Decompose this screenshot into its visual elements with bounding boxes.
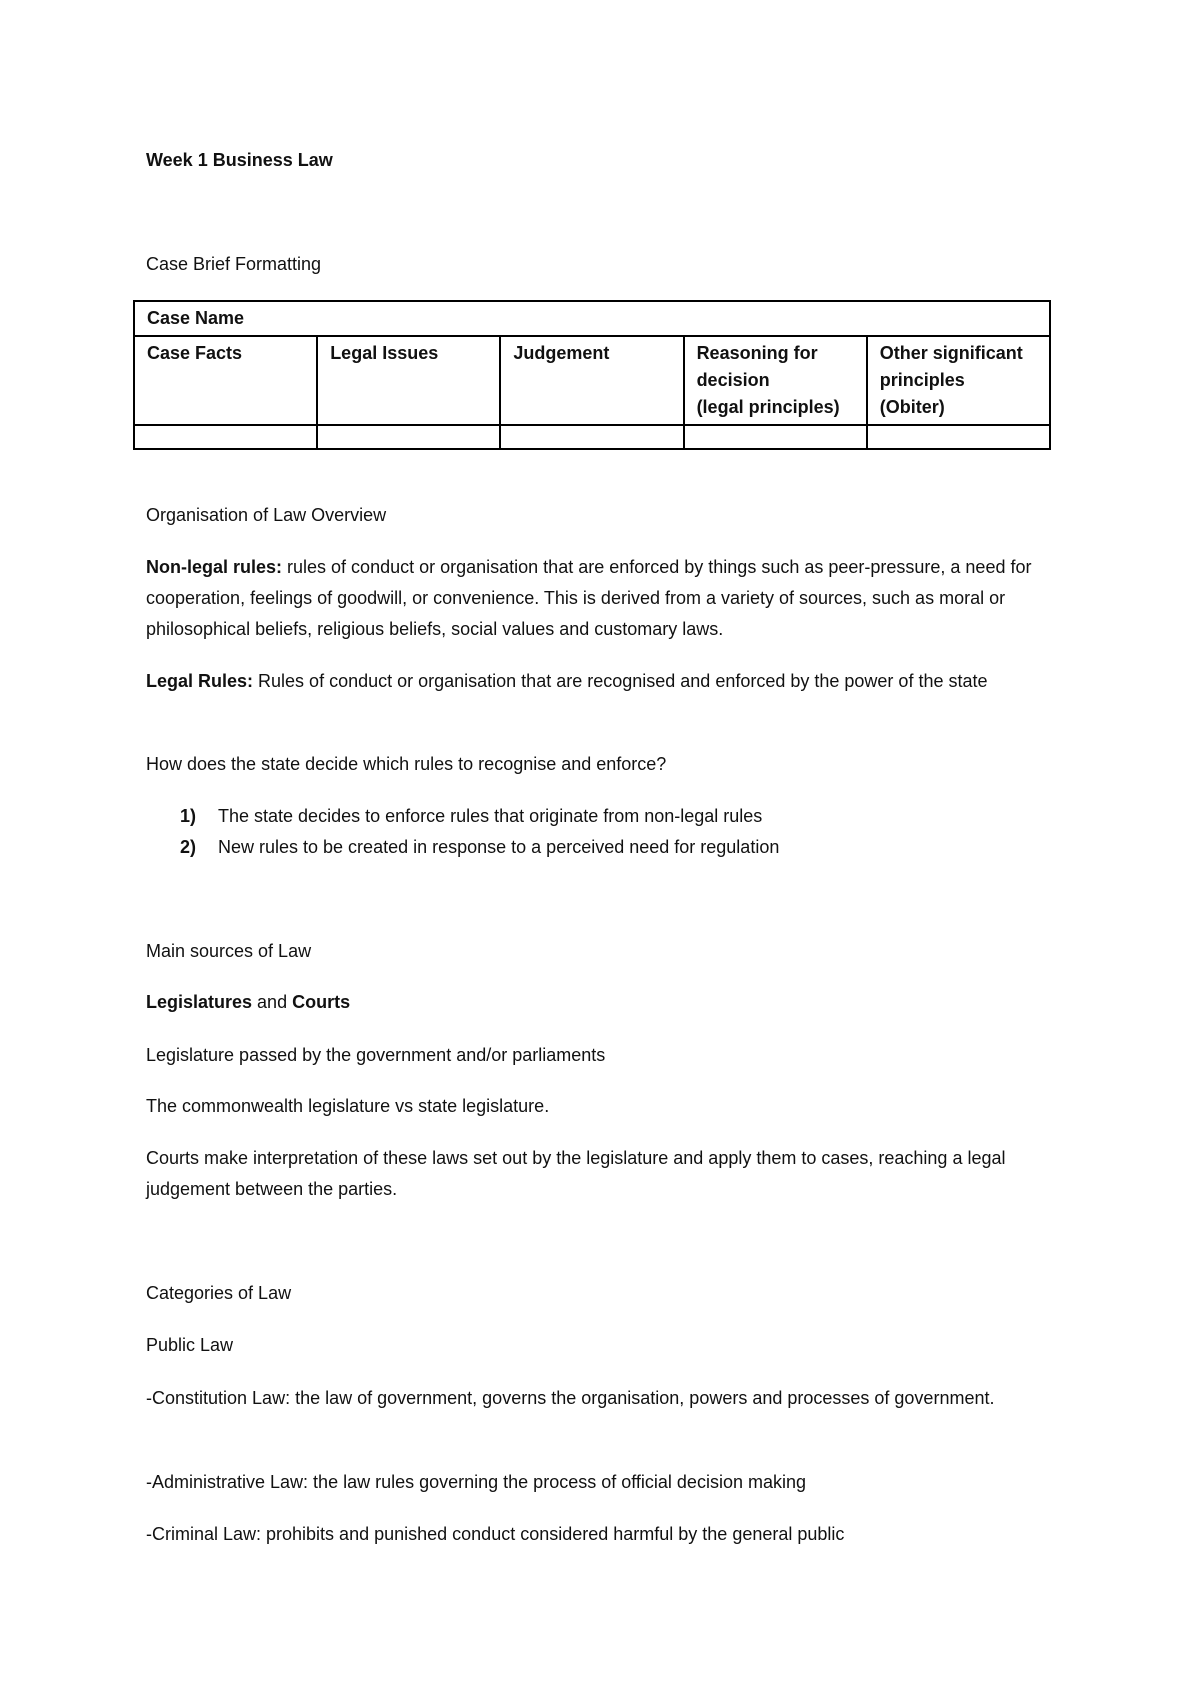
table-row xyxy=(134,301,1050,336)
list-item xyxy=(180,801,762,831)
definition-text: rules of conduct or organisation that are enforced by things such as peer-pressure, a need for cooperation, feelings of goodwill, or convenience. This is derived from a variety of sources, such as moral or philosophical beliefs, religious beliefs, social values and customary laws. xyxy=(146,557,1032,639)
term-label: Non-legal rules: xyxy=(146,557,283,577)
table-cell xyxy=(317,425,500,449)
column-header: Case Facts xyxy=(134,336,317,425)
definition-text: Rules of conduct or organisation that are recognised and enforced by the power of the state xyxy=(253,671,988,691)
list-number: 2) xyxy=(180,837,197,857)
sources-subheading xyxy=(146,987,350,1017)
category-item: -Criminal Law: prohibits and punished conduct considered harmful by the general public xyxy=(146,1524,845,1544)
list-text: New rules to be created in response to a perceived need for regulation xyxy=(218,837,780,857)
case-brief-table xyxy=(133,300,1051,450)
table-cell xyxy=(867,425,1050,449)
legal-rules-paragraph xyxy=(146,666,1066,697)
sources-paragraph: Courts make interpretation of these laws set out by the legislature and apply them to cases, reaching a legal judgement between the parties. xyxy=(146,1148,1006,1199)
table-cell xyxy=(500,425,683,449)
column-header: Other significant principles (Obiter) xyxy=(867,336,1050,425)
sources-paragraph: Legislature passed by the government and/or parliaments xyxy=(146,1045,606,1065)
column-header: Judgement xyxy=(500,336,683,425)
category-item: -Constitution Law: the law of government, governs the organisation, powers and processes of government. xyxy=(146,1388,995,1408)
table-row xyxy=(134,425,1050,449)
subheading-part: Legislatures xyxy=(146,992,253,1012)
table-cell xyxy=(134,425,317,449)
non-legal-rules-paragraph xyxy=(146,552,1066,645)
organisation-heading: Organisation of Law Overview xyxy=(146,505,387,525)
list-number: 1) xyxy=(180,806,197,826)
term-label: Legal Rules: xyxy=(146,671,254,691)
public-law-heading: Public Law xyxy=(146,1335,234,1355)
case-brief-heading: Case Brief Formatting xyxy=(146,254,322,274)
subheading-part: and xyxy=(252,992,293,1012)
document-title: Week 1 Business Law xyxy=(146,150,333,170)
column-header: Reasoning for decision (legal principles) xyxy=(684,336,867,425)
sources-heading: Main sources of Law xyxy=(146,941,312,961)
column-header: Legal Issues xyxy=(317,336,500,425)
list-item xyxy=(180,832,779,862)
question-text: How does the state decide which rules to recognise and enforce? xyxy=(146,754,667,774)
table-row xyxy=(134,336,1050,425)
category-item: -Administrative Law: the law rules governing the process of official decision making xyxy=(146,1472,806,1492)
list-text: The state decides to enforce rules that originate from non-legal rules xyxy=(218,806,763,826)
subheading-part: Courts xyxy=(292,992,351,1012)
categories-heading: Categories of Law xyxy=(146,1283,292,1303)
table-cell xyxy=(684,425,867,449)
case-name-cell: Case Name xyxy=(134,301,1050,336)
sources-paragraph: The commonwealth legislature vs state legislature. xyxy=(146,1096,550,1116)
